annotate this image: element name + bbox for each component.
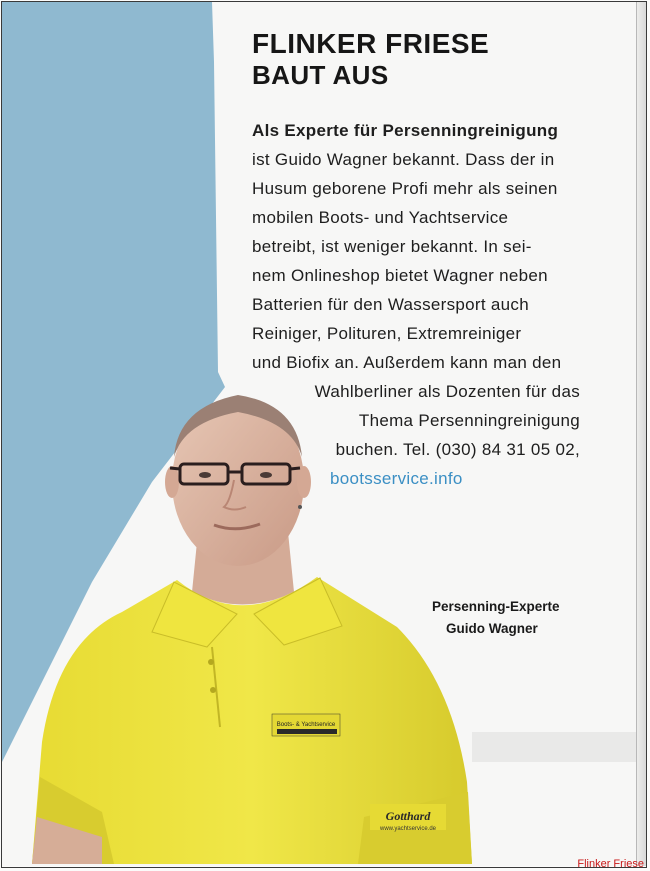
footer-label: Flinker Friese [577,858,644,870]
body-line: Thema Persenningreinigung [358,411,580,430]
headline-line-2: BAUT AUS [252,60,389,90]
photo-caption [432,596,560,640]
shirt-badge-text: Boots- & Yachtservice [276,722,336,728]
body-line: Reiniger, Polituren, Extremreiniger [252,324,522,343]
caption-line-2: Guido Wagner [446,621,538,636]
body-line: und Biofix an. Außerdem kann man den [252,353,562,372]
sleeve-url-text: www.yachtservice.de [379,826,437,832]
body-line: betreibt, ist weniger bekannt. In sei- [252,237,532,256]
body-line: ist Guido Wagner bekannt. Dass der in [252,150,555,169]
caption-line-1: Persenning-Experte [432,599,560,614]
website-link[interactable]: bootsservice.info [330,469,463,488]
headline [252,28,489,90]
sleeve-logo-text: Gotthard [385,809,431,823]
page-gutter [636,2,646,866]
body-line: buchen. Tel. (030) 84 31 05 02, [335,440,580,459]
body-line: Batterien für den Wassersport auch [252,295,529,314]
body-line: Husum geborene Profi mehr als seinen [252,179,558,198]
body-line: Als Experte für Persenningreinigung [252,121,559,140]
body-line: nem Onlineshop bietet Wagner neben [252,266,548,285]
body-line: mobilen Boots- und Yachtservice [252,208,509,227]
article-body [252,116,592,464]
gutter-line [636,2,637,866]
magazine-page [2,2,646,866]
body-line: Wahlberliner als Dozenten für das [314,382,580,401]
headline-line-1: FLINKER FRIESE [252,28,490,59]
